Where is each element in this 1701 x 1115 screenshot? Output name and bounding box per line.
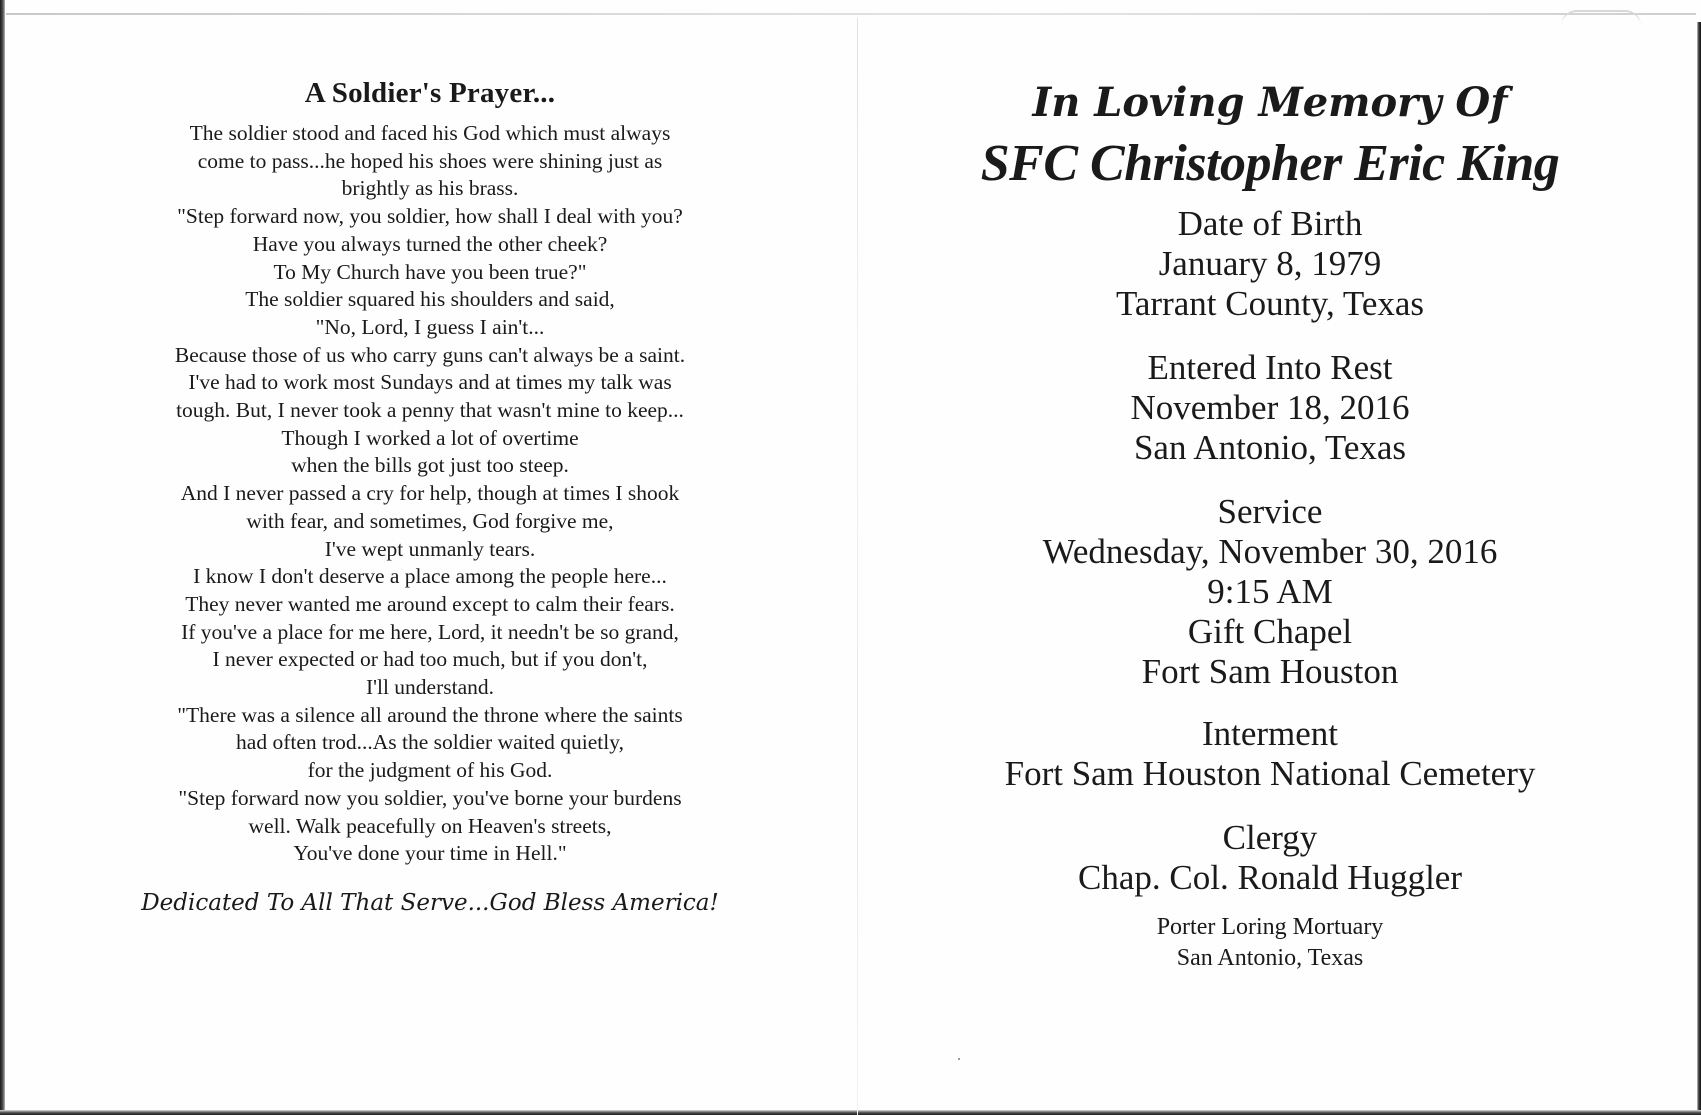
scan-speck	[958, 1058, 960, 1060]
interment-label: Interment	[1201, 714, 1339, 753]
prayer-line: when the bills got just too steep.	[291, 453, 569, 478]
prayer-line: Though I worked a lot of overtime	[281, 425, 579, 450]
prayer-panel	[110, 72, 750, 918]
deceased-name: SFC Christopher Eric King	[980, 135, 1560, 192]
clergy-block	[920, 818, 1620, 898]
service-venue: Gift Chapel	[1187, 612, 1353, 651]
clergy-name: Chap. Col. Ronald Huggler	[1078, 858, 1462, 897]
prayer-line: "There was a silence all around the throne where the saints	[177, 702, 683, 727]
prayer-line: had often trod...As the soldier waited quietly,	[236, 730, 624, 755]
service-date: Wednesday, November 30, 2016	[1042, 532, 1498, 571]
mortuary-place: San Antonio, Texas	[1176, 945, 1364, 971]
prayer-line: If you've a place for me here, Lord, it needn't be so grand,	[181, 619, 679, 644]
birth-date: January 8, 1979	[1158, 244, 1382, 283]
service-time: 9:15 AM	[1207, 572, 1333, 611]
prayer-line: I never expected or had too much, but if you don't,	[212, 647, 648, 672]
prayer-line: And I never passed a cry for help, though at times I shook	[180, 481, 680, 506]
prayer-line: Have you always turned the other cheek?	[252, 231, 608, 256]
prayer-line: I'll understand.	[365, 675, 495, 700]
prayer-line: You've done your time in Hell."	[293, 841, 567, 866]
prayer-line: To My Church have you been true?"	[273, 259, 587, 284]
death-label: Entered Into Rest	[1147, 348, 1393, 387]
mortuary-name: Porter Loring Mortuary	[1156, 914, 1384, 940]
memory-heading: In Loving Memory Of	[1032, 79, 1508, 126]
prayer-line: with fear, and sometimes, God forgive me,	[246, 508, 614, 533]
prayer-line: "Step forward now, you soldier, how shall I deal with you?	[177, 204, 683, 229]
clergy-label: Clergy	[1222, 818, 1318, 857]
prayer-line: brightly as his brass.	[341, 176, 519, 201]
paper-bottom-edge	[0, 1110, 1701, 1115]
paper-corner-curl	[1561, 10, 1641, 26]
prayer-line: Because those of us who carry guns can't always be a saint.	[174, 342, 686, 367]
prayer-line: well. Walk peacefully on Heaven's streets,	[248, 813, 612, 838]
interment-block	[920, 714, 1620, 794]
mortuary-block	[920, 912, 1620, 974]
dedication-line: Dedicated To All That Serve...God Bless America!	[141, 889, 719, 916]
prayer-line: I know I don't deserve a place among the people here...	[193, 564, 667, 589]
prayer-line: The soldier stood and faced his God which must always	[189, 121, 671, 145]
service-location: Fort Sam Houston	[1141, 652, 1399, 691]
memorial-panel	[920, 78, 1620, 974]
prayer-line: tough. But, I never took a penny that wasn't mine to keep...	[176, 398, 684, 423]
prayer-line: "No, Lord, I guess I ain't...	[315, 314, 545, 339]
interment-place: Fort Sam Houston National Cemetery	[1004, 754, 1536, 793]
prayer-line: I've had to work most Sundays and at times my talk was	[188, 370, 672, 395]
prayer-line: for the judgment of his God.	[307, 758, 553, 783]
prayer-line: I've wept unmanly tears.	[324, 536, 536, 561]
death-place: San Antonio, Texas	[1133, 428, 1407, 467]
service-block	[920, 492, 1620, 692]
center-fold	[857, 18, 858, 1115]
death-block	[920, 348, 1620, 468]
death-date: November 18, 2016	[1130, 388, 1410, 427]
prayer-text	[110, 120, 750, 868]
prayer-line: They never wanted me around except to calm their fears.	[185, 591, 675, 616]
prayer-line: The soldier squared his shoulders and said,	[245, 287, 615, 312]
paper-right-edge	[1697, 22, 1701, 1115]
paper-top-edge	[6, 13, 1696, 15]
prayer-line: "Step forward now you soldier, you've borne your burdens	[178, 785, 682, 810]
birth-place: Tarrant County, Texas	[1115, 284, 1425, 323]
birth-label: Date of Birth	[1177, 204, 1363, 243]
prayer-line: come to pass...he hoped his shoes were shining just as	[197, 148, 663, 173]
service-label: Service	[1217, 492, 1323, 531]
birth-block	[920, 204, 1620, 324]
paper-left-edge	[0, 0, 5, 1115]
prayer-title: A Soldier's Prayer...	[304, 77, 556, 109]
